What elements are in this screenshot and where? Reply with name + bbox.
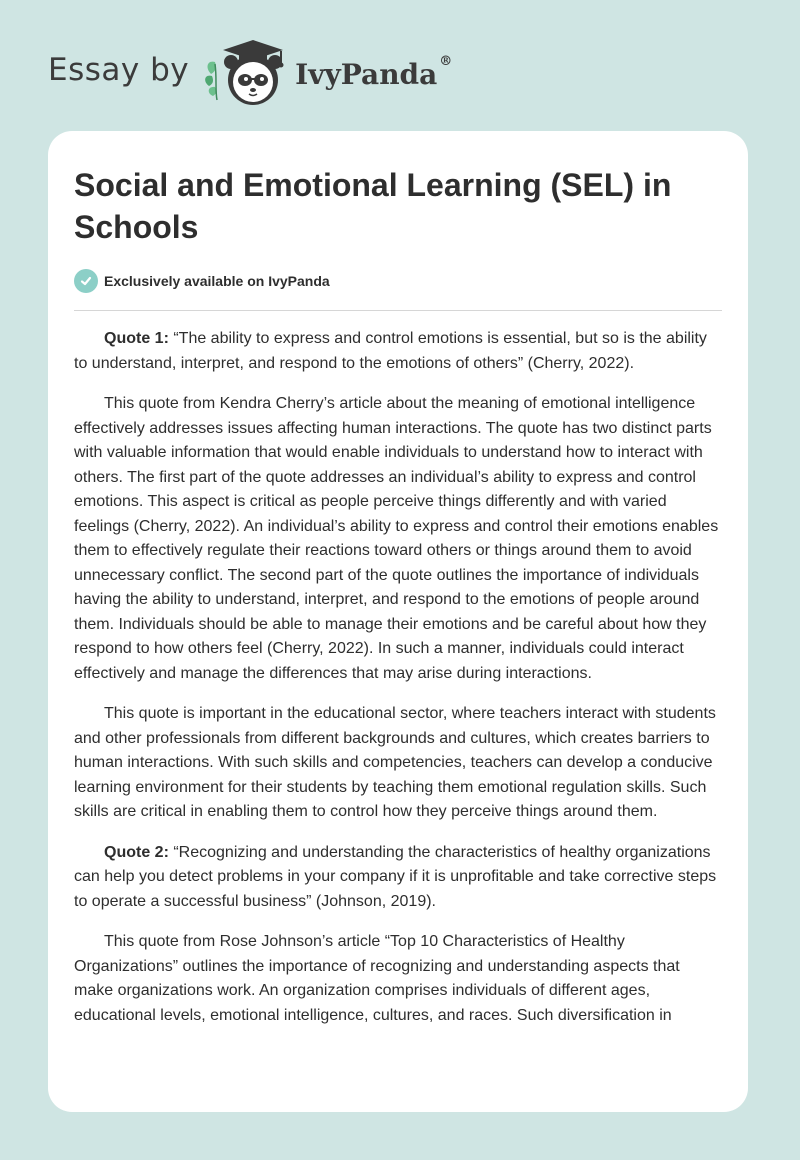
registered-mark: ® [439, 53, 453, 69]
paragraph: Quote 1: “The ability to express and control emotions is essential, but so is the ability to understand, interpret, and respond to the emotions of others” (Cherry, 2022). [74, 330, 707, 372]
paragraph: This quote is important in the educational sector, where teachers interact with students and other professionals from different backgrounds and cultures, which creates barriers to human interactions. With such skills and competencies, teachers can develop a conducive learning environment for their students by teaching them emotional regulation skills. Such skills are critical in enabling them to control how they perceive things around them. [74, 705, 716, 820]
brand-prefix: Essay by [48, 52, 190, 88]
brand-name: IvyPanda ® [295, 53, 453, 91]
quote-label: Quote 2: [104, 843, 169, 861]
essay-body [74, 327, 722, 1028]
page-title: Social and Emotional Learning (SEL) in Schools [74, 167, 672, 245]
paragraph: Quote 2: “Recognizing and understanding the characteristics of healthy organizations can help you detect problems in your company if it is unprofitable and take corrective steps to operate a successful business” (Johnson, 2019). [74, 843, 717, 910]
divider [74, 310, 722, 311]
check-icon [74, 269, 98, 293]
exclusive-badge [74, 268, 722, 294]
exclusive-text: Exclusively available on IvyPanda [104, 273, 330, 289]
brand-header[interactable] [48, 34, 452, 110]
panda-graduate-icon [203, 34, 291, 110]
essay-card [48, 131, 748, 1112]
quote-label: Quote 1: [104, 330, 169, 347]
paragraph: This quote from Rose Johnson’s article “Top 10 Characteristics of Healthy Organizations” outlines the importance of recognizing and understanding aspects that make organizations work. An organization comprises individuals of different ages, educational levels, emotional intelligence, cultures, and races. Such diversification in [74, 933, 680, 1024]
paragraph: This quote from Kendra Cherry’s article about the meaning of emotional intelligence effectively addresses issues affecting human interactions. The quote has two distinct parts with valuable information that would enable individuals to understand how to interact with others. The first part of the quote addresses an individual’s ability to express and control emotions. This aspect is critical as people perceive things differently and with varied feelings (Cherry, 2022). An individual’s ability to express and control their emotions enables them to effectively regulate their reactions toward others or things around them to avoid unnecessary conflict. The second part of the quote outlines the importance of individuals having the ability to understand, interpret, and respond to the emotions of people around them. Individuals should be able to manage their emotions and be careful about how they respond to how others feel (Cherry, 2022). In such a manner, individuals could interact effectively and manage the differences that may arise during interactions. [74, 395, 719, 682]
